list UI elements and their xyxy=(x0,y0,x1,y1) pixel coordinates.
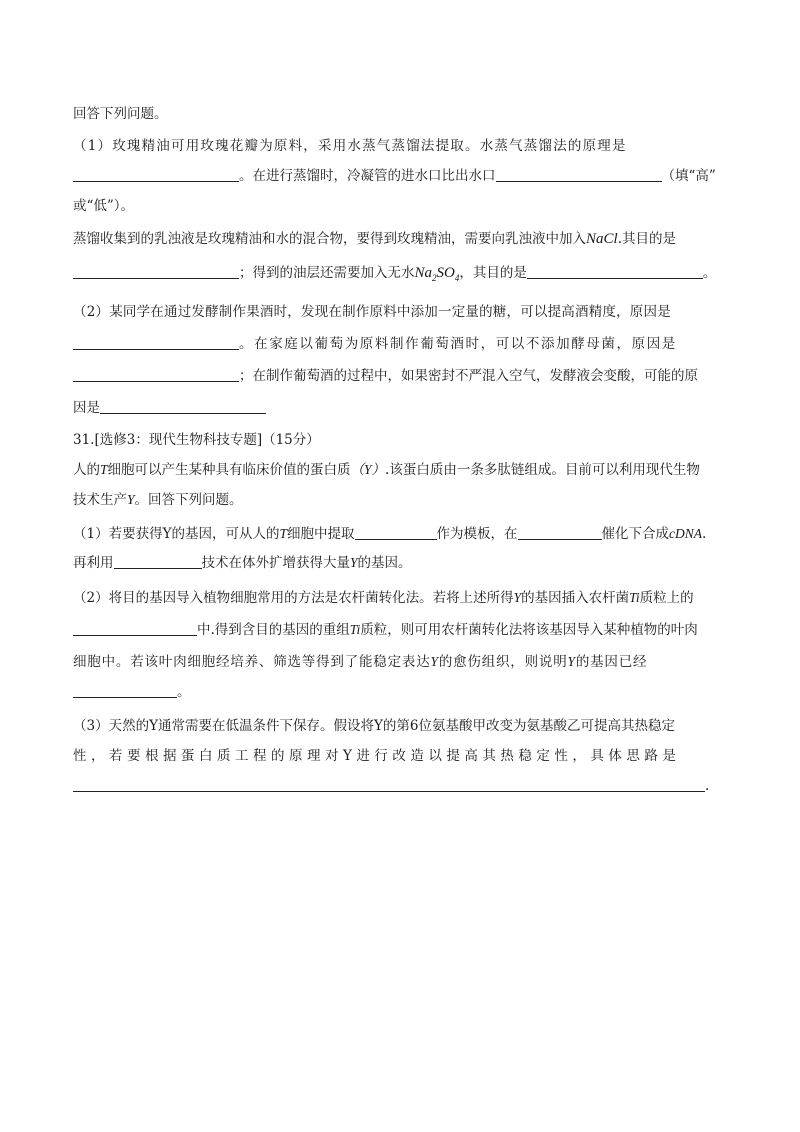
q30-p1-line3: 或“低”）。 xyxy=(73,198,135,214)
answer-blank[interactable] xyxy=(100,399,266,414)
answer-blank[interactable] xyxy=(73,264,239,279)
answer-blank[interactable] xyxy=(73,167,239,182)
q31-p2-line3: 细胞中。若该叶肉细胞经培养、筛选等得到了能稳定表达Y的愈伤组织，则说明Y的基因已经 xyxy=(73,654,648,670)
q31-p2-line1: （2）将目的基因导入植物细胞常用的方法是农杆菌转化法。若将上述所得Y的基因插入农杆菌Ti质粒上的 xyxy=(73,590,694,606)
q31-p2-line4: 。 xyxy=(73,682,191,702)
answer-blank[interactable] xyxy=(496,167,662,182)
q30-p2-line3: ；在制作葡萄酒的过程中，如果密封不严混入空气，发酵液会变酸，可能的原 xyxy=(73,366,698,386)
q30-p1-line2: 。在进行蒸馏时，冷凝管的进水口比出水口 （填“高” xyxy=(73,166,716,186)
answer-blank[interactable] xyxy=(73,777,705,792)
answer-blank[interactable] xyxy=(73,621,197,636)
q30-intro: 回答下列问题。 xyxy=(73,106,168,122)
q31-p3-line2: 性，若要根据蛋白质工程的原理对Y进行改造以提高其热稳定性，具体思路是 xyxy=(73,748,681,764)
q31-p2-line2: 中.得到含目的基因的重组Ti质粒，则可用农杆菌转化法将该基因导入某种植物的叶肉 xyxy=(73,620,698,640)
q30-p1-line1: （1）玫瑰精油可用玫瑰花瓣为原料，采用水蒸气蒸馏法提取。水蒸气蒸馏法的原理是 xyxy=(73,138,627,154)
answer-blank[interactable] xyxy=(73,683,177,698)
q31-p1-line2: 再利用 技术在体外扩增获得大量Y的基因。 xyxy=(73,555,412,571)
chem-na2so4: $Na_2SO_4$ xyxy=(414,265,460,283)
answer-blank[interactable] xyxy=(527,264,703,279)
answer-blank[interactable] xyxy=(73,367,239,382)
answer-blank[interactable] xyxy=(518,525,602,540)
q31-heading: 31.[选修3：现代生物科技专题]（15分） xyxy=(73,432,320,448)
answer-blank[interactable] xyxy=(73,335,239,350)
q30-p2-line4: 因是 xyxy=(73,398,266,418)
answer-blank[interactable] xyxy=(355,525,437,540)
q30-p1-line4: 蒸馏收集到的乳浊液是玫瑰精油和水的混合物，要得到玫瑰精油，需要向乳浊液中加入NaCl.其目的是 xyxy=(73,231,676,247)
q31-p3-line3: . xyxy=(73,776,709,796)
q31-intro-line1: 人的T细胞可以产生某种具有临床价值的蛋白质（Y）.该蛋白质由一条多肽链组成。目前可以利用现代生物 xyxy=(73,462,700,478)
answer-blank[interactable] xyxy=(114,554,202,569)
q31-p1-line1: （1）若要获得Y的基因，可从人的T细胞中提取 作为模板，在 催化下合成cDNA. xyxy=(73,526,707,542)
q30-p2-line2: 。在家庭以葡萄为原料制作葡萄酒时，可以不添加酵母菌，原因是 xyxy=(73,334,677,354)
q31-p3-line1: （3）天然的Y通常需要在低温条件下保存。假设将Y的第6位氨基酸甲改变为氨基酸乙可提高其热稳定 xyxy=(73,718,676,734)
q30-p2-line1: （2）某同学在通过发酵制作果酒时，发现在制作原料中添加一定量的糖，可以提高酒精度，原因是 xyxy=(73,304,671,320)
q30-p1-line5: ；得到的油层还需要加入无水$Na_2SO_4$，其目的是 。 xyxy=(73,263,716,288)
q31-intro-line2: 技术生产Y。回答下列问题。 xyxy=(73,492,243,508)
